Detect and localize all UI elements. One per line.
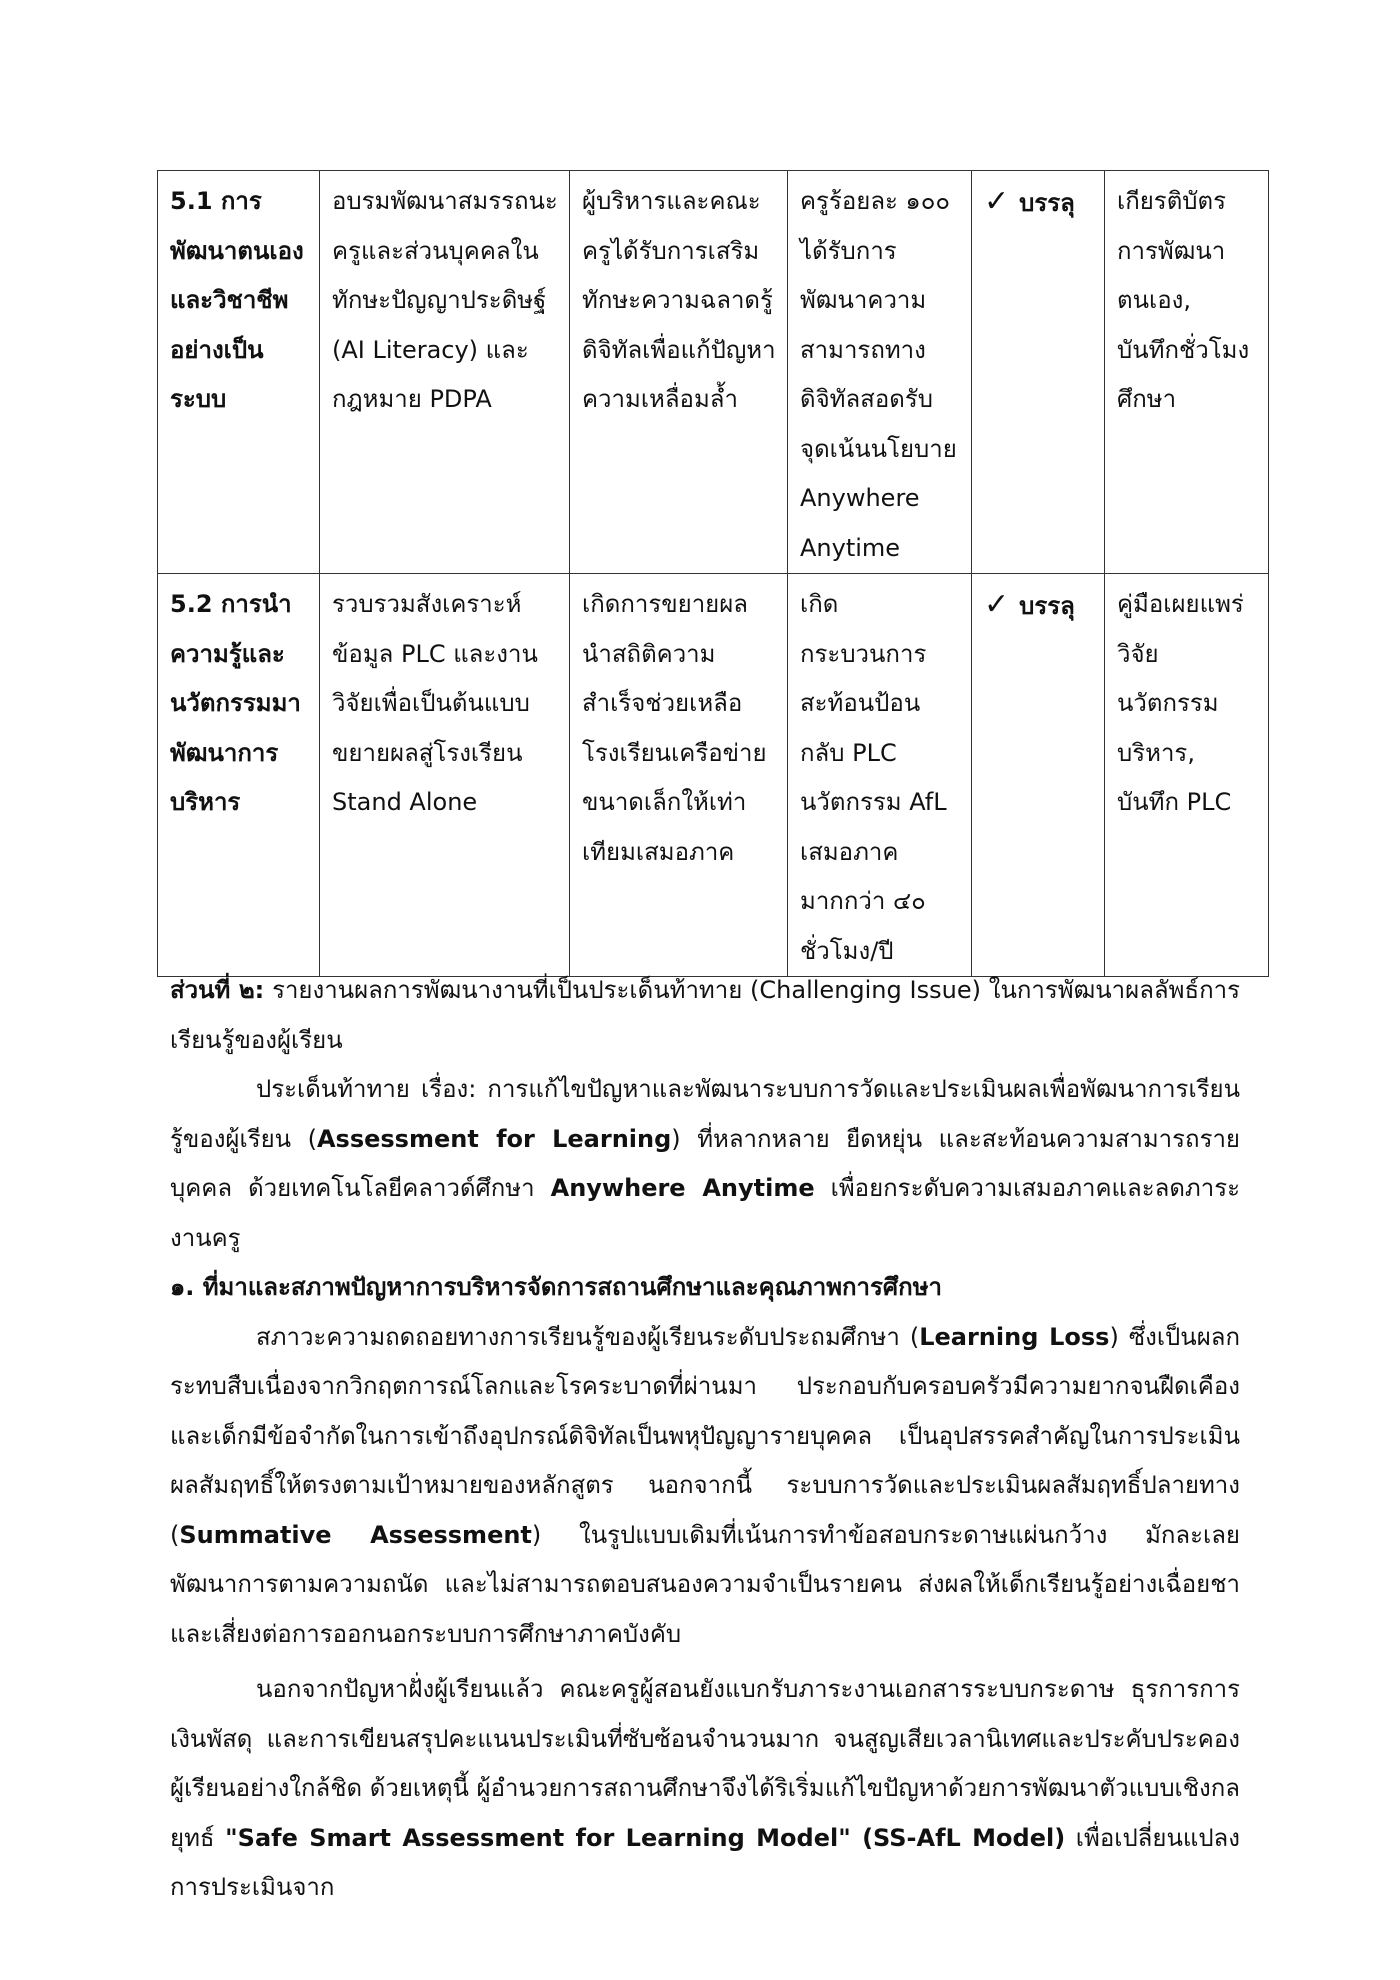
paragraph-text: สภาวะความถดถอยทางการเรียนรู้ของผู้เรียนระดับประถมศึกษา ( <box>256 1322 920 1351</box>
status-cell <box>972 171 1105 574</box>
challenge-text: ประเด็นท้าทาย เรื่อง: การแก้ไขปัญหาและพัฒนาระบบการวัดและประเมินผลเพื่อพัฒนาการเรียนรู้ของผู้เรียน ( <box>170 1075 1240 1153</box>
challenge-term: Anywhere Anytime <box>550 1174 815 1202</box>
challenge-text: เพื่อยกระดับความเสมอภาคและลดภาระงานครู <box>170 1174 1240 1252</box>
table-row <box>158 171 1269 574</box>
evidence-cell: เกียรติบัตรการพัฒนาตนเอง, บันทึกชั่วโมงศึกษา <box>1105 171 1269 574</box>
activity-cell: รวบรวมสังเคราะห์ข้อมูล PLC และงานวิจัยเพื่อเป็นต้นแบบขยายผลสู่โรงเรียน Stand Alone <box>320 574 570 977</box>
topic-cell: 5.1 การพัฒนาตนเองและวิชาชีพอย่างเป็นระบบ <box>158 171 320 574</box>
problem-paragraph <box>170 1665 1240 1913</box>
indicator-cell: ครูร้อยละ ๑๐๐ ได้รับการพัฒนาความสามารถทางดิจิทัลสอดรับจุดเน้นนโยบาย Anywhere Anytime <box>788 171 972 574</box>
paragraph-text: ) ซึ่งเป็นผลกระทบสืบเนื่องจากวิกฤตการณ์โลกและโรคระบาดที่ผ่านมา ประกอบกับครอบครัวมีความยากจนฝืดเคืองและเด็กมีข้อจำกัดในการเข้าถึงอุปกรณ์ดิจิทัลเป็นพหุปัญญารายบุคคล เป็นอุปสรรคสำคัญในการประเมินผลสัมฤทธิ์ให้ตรงตามเป้าหมายของหลักสูตร นอกจากนี้ ระบบการวัดและประเมินผลสัมฤทธิ์ปลายทาง ( <box>170 1322 1240 1549</box>
paragraph-term: Summative Assessment <box>179 1520 532 1549</box>
activity-cell: อบรมพัฒนาสมรรถนะครูและส่วนบุคคลในทักษะปัญญาประดิษฐ์ (AI Literacy) และกฎหมาย PDPA <box>320 171 570 574</box>
paragraph-term: "Safe Smart Assessment for Learning Model" (SS-AfL Model) <box>225 1823 1066 1852</box>
checkmark-icon: ✓ <box>984 587 1010 622</box>
outcome-cell: ผู้บริหารและคณะครูได้รับการเสริมทักษะความฉลาดรู้ดิจิทัลเพื่อแก้ปัญหาความเหลื่อมล้ำ <box>570 171 788 574</box>
status-label: บรรลุ <box>1019 592 1075 620</box>
section-heading: ๑. ที่มาและสภาพปัญหาการบริหารจัดการสถานศึกษาและคุณภาพการศึกษา <box>170 1273 942 1301</box>
report-body <box>170 966 1240 1913</box>
section2-heading <box>170 966 1240 1065</box>
status-label: บรรลุ <box>1019 189 1075 217</box>
challenge-text: ) ที่หลากหลาย ยืดหยุ่น และสะท้อนความสามารถรายบุคคล ด้วยเทคโนโลยีคลาวด์ศึกษา <box>170 1124 1240 1202</box>
paragraph-term: Learning Loss <box>919 1322 1110 1351</box>
checkmark-icon: ✓ <box>984 184 1010 219</box>
paragraph-text: ) ในรูปแบบเดิมที่เน้นการทำข้อสอบกระดาษแผ่นกว้าง มักละเลยพัฒนาการตามความถนัด และไม่สามารถตอบสนองความจำเป็นรายคน ส่งผลให้เด็กเรียนรู้อย่างเฉื่อยชาและเสี่ยงต่อการออกนอกระบบการศึกษาภาคบังคับ <box>170 1520 1240 1648</box>
evidence-cell: คู่มือเผยแพร่วิจัยนวัตกรรมบริหาร, บันทึก PLC <box>1105 574 1269 977</box>
section2-label: ส่วนที่ ๒: <box>170 976 265 1004</box>
table-row <box>158 574 1269 977</box>
outcome-cell: เกิดการขยายผลนำสถิติความสำเร็จช่วยเหลือโรงเรียนเครือข่ายขนาดเล็กให้เท่าเทียมเสมอภาค <box>570 574 788 977</box>
indicator-cell: เกิดกระบวนการสะท้อนป้อนกลับ PLC นวัตกรรม AfL เสมอภาค มากกว่า ๔๐ ชั่วโมง/ปี <box>788 574 972 977</box>
status-cell <box>972 574 1105 977</box>
challenge-paragraph <box>170 1065 1240 1263</box>
topic-cell: 5.2 การนำความรู้และนวัตกรรมมาพัฒนาการบริหาร <box>158 574 320 977</box>
challenge-term: Assessment for Learning <box>316 1124 672 1153</box>
paragraph-text: เพื่อเปลี่ยนแปลงการประเมินจาก <box>170 1823 1240 1901</box>
section2-text: รายงานผลการพัฒนางานที่เป็นประเด็นท้าทาย (Challenging Issue) ในการพัฒนาผลลัพธ์การเรียนรู้ของผู้เรียน <box>170 976 1240 1054</box>
paragraph-text: นอกจากปัญหาฝั่งผู้เรียนแล้ว คณะครูผู้สอนยังแบกรับภาระงานเอกสารระบบกระดาษ ธุรการการเงินพัสดุ และการเขียนสรุปคะแนนประเมินที่ซับซ้อนจำนวนมาก จนสูญเสียเวลานิเทศและประคับประคองผู้เรียนอย่างใกล้ชิด ด้วยเหตุนี้ ผู้อำนวยการสถานศึกษาจึงได้ริเริ่มแก้ไขปัญหาด้วยการพัฒนาตัวแบบเชิงกลยุทธ์ <box>170 1675 1241 1852</box>
background-paragraph <box>170 1313 1240 1660</box>
performance-table <box>157 170 1269 977</box>
